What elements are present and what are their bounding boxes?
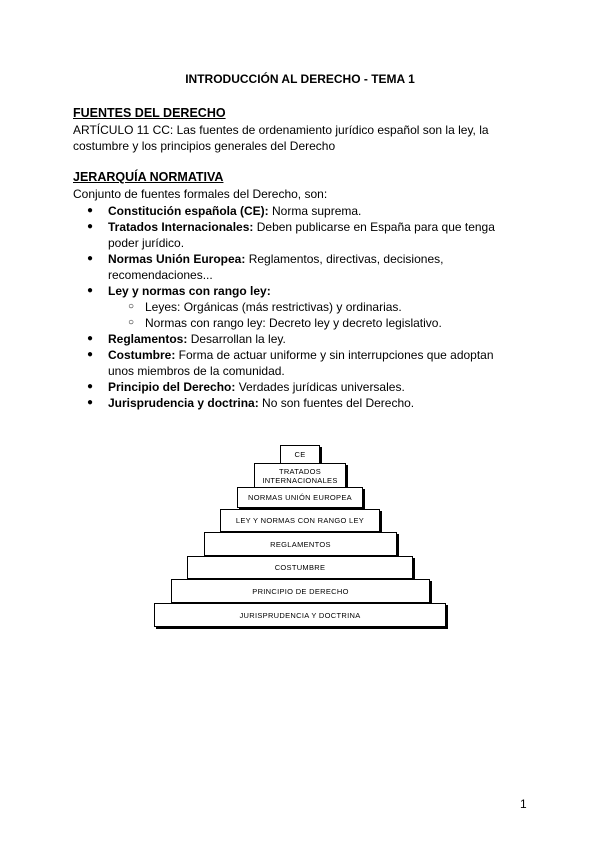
item-label: Jurisprudencia y doctrina: [108, 396, 259, 410]
item-text: Forma de actuar uniforme y sin interrupciones que adoptan unos miembros de la comunidad. [108, 348, 494, 378]
jerarquia-heading: JERARQUÍA NORMATIVA [73, 170, 224, 184]
jerarquia-intro: Conjunto de fuentes formales del Derecho, son: [73, 187, 328, 201]
pyramid-level-ce: CE [280, 445, 320, 464]
item-label: Reglamentos: [108, 332, 188, 346]
pyramid-level-reglamentos: REGLAMENTOS [204, 532, 397, 556]
fuentes-line-2: costumbre y los principios generales del Derecho [73, 139, 336, 153]
pyramid-level-ley: LEY Y NORMAS CON RANGO LEY [220, 509, 380, 532]
list-item-ley [73, 283, 513, 331]
item-label: Tratados Internacionales: [108, 220, 254, 234]
list-item-ce [73, 203, 513, 219]
fuentes-heading: FUENTES DEL DERECHO [73, 106, 226, 120]
pyramid-level-jurisprudencia: JURISPRUDENCIA Y DOCTRINA [154, 603, 446, 627]
list-item-jurisprudencia [73, 395, 513, 411]
list-item-costumbre [73, 347, 513, 379]
list-item-reglamentos [73, 331, 513, 347]
fuentes-line-1: ARTÍCULO 11 CC: Las fuentes de ordenamiento jurídico español son la ley, la [73, 123, 489, 137]
item-label: Constitución española (CE): [108, 204, 269, 218]
item-text: Reglamentos, directivas, decisiones, recomendaciones... [108, 252, 444, 282]
pyramid-level-normas-ue: NORMAS UNIÓN EUROPEA [237, 487, 363, 508]
item-label: Ley y normas con rango ley: [108, 284, 271, 298]
sublist-item-leyes: ○ Leyes: Orgánicas (más restrictivas) y ordinarias. [108, 299, 513, 315]
pyramid-level-tratados: TRATADOS INTERNACIONALES [254, 463, 346, 488]
item-text: Deben publicarse en España para que tenga poder jurídico. [108, 220, 495, 250]
page-title: INTRODUCCIÓN AL DERECHO - TEMA 1 [185, 72, 415, 86]
pyramid-level-costumbre: COSTUMBRE [187, 556, 413, 579]
item-text: Desarrollan la ley. [187, 332, 286, 346]
item-label: Normas Unión Europea: [108, 252, 246, 266]
item-label: Costumbre: [108, 348, 176, 362]
list-item-tratados [73, 219, 513, 251]
item-text: No son fuentes del Derecho. [258, 396, 415, 410]
item-text: Norma suprema. [268, 204, 362, 218]
item-label: Principio del Derecho: [108, 380, 236, 394]
list-item-principio [73, 379, 513, 395]
fuentes-paragraph [73, 122, 513, 154]
item-text: Verdades jurídicas universales. [235, 380, 405, 394]
sublist-item-normas-rango: ○ Normas con rango ley: Decreto ley y decreto legislativo. [108, 315, 513, 331]
ley-sublist [108, 299, 513, 331]
jerarquia-list [73, 203, 513, 411]
list-item-normas-ue [73, 251, 513, 283]
page-number: 1 [520, 797, 527, 811]
pyramid-level-principio: PRINCIPIO DE DERECHO [171, 579, 430, 603]
